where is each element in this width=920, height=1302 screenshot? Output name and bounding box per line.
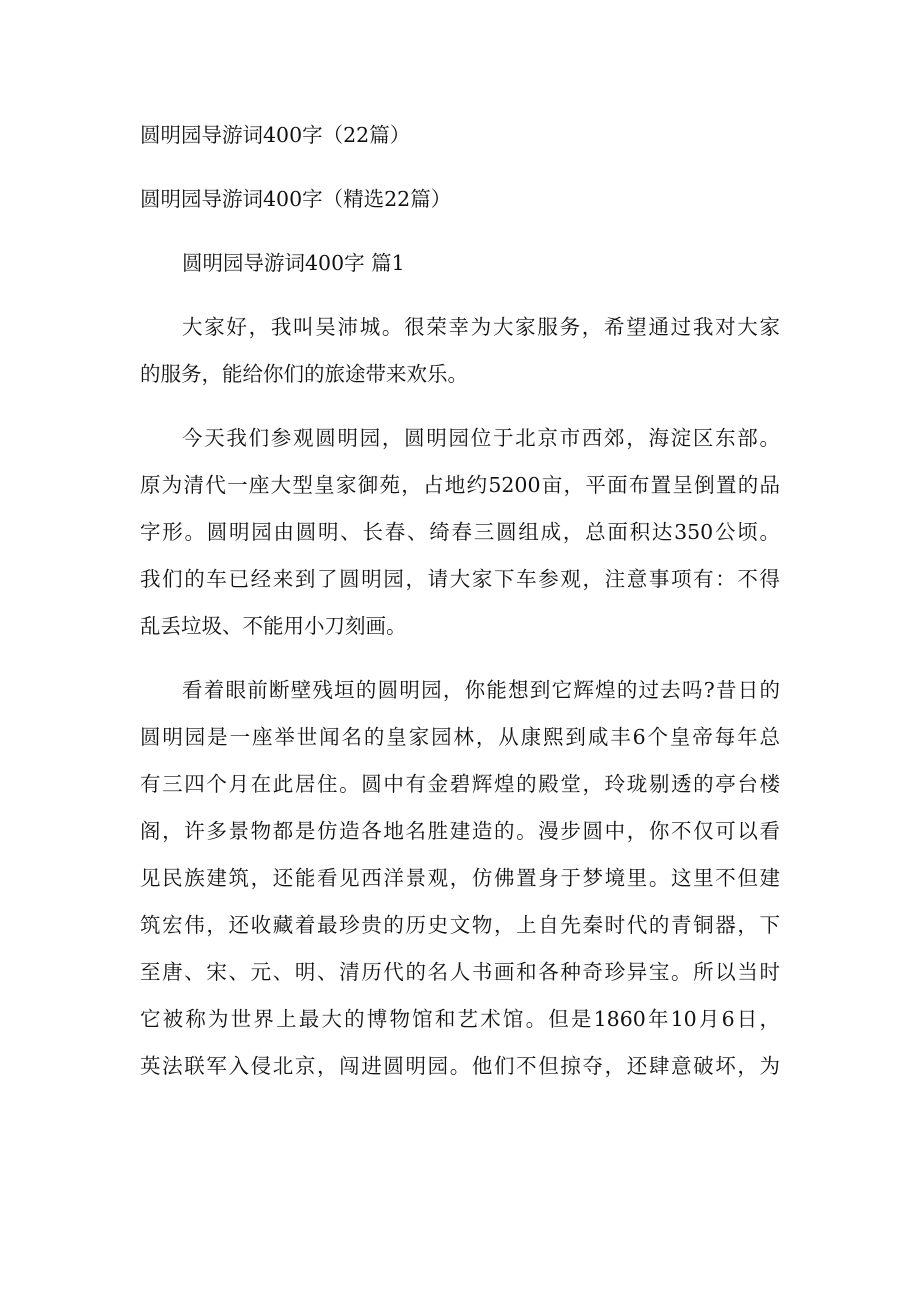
paragraph-line: 字形。圆明园由圆明、长春、绮春三圆组成，总面积达350公顷。 bbox=[140, 520, 780, 544]
paragraph-line: 它被称为世界上最大的博物馆和艺术馆。但是1860年10月6日， bbox=[140, 1007, 780, 1031]
paragraph-line: 原为清代一座大型皇家御苑，占地约5200亩，平面布置呈倒置的品 bbox=[140, 473, 780, 497]
subtitle-text: 圆明园导游词400字（精选22篇） bbox=[140, 187, 452, 211]
section-heading bbox=[140, 240, 780, 287]
paragraph-line: 至唐、宋、元、明、清历代的名人书画和各种奇珍异宝。所以当时 bbox=[140, 960, 780, 984]
paragraph-line: 圆明园是一座举世闻名的皇家园林，从康熙到咸丰6个皇帝每年总 bbox=[140, 725, 780, 749]
paragraph-2 bbox=[140, 415, 780, 650]
paragraph-line: 阁，许多景物都是仿造各地名胜建造的。漫步圆中，你不仅可以看 bbox=[140, 819, 780, 843]
paragraph-1 bbox=[140, 304, 780, 398]
title-text: 圆明园导游词400字（22篇） bbox=[140, 123, 411, 147]
paragraph-line: 大家好，我叫吴沛城。很荣幸为大家服务，希望通过我对大家 bbox=[182, 315, 780, 339]
paragraph-line: 筑宏伟，还收藏着最珍贵的历史文物，上自先秦时代的青铜器，下 bbox=[140, 913, 780, 937]
document-title bbox=[140, 112, 780, 159]
paragraph-3 bbox=[140, 667, 780, 1090]
paragraph-line: 英法联军入侵北京，闯进圆明园。他们不但掠夺，还肆意破坏，为 bbox=[140, 1054, 780, 1078]
paragraph-line: 我们的车已经来到了圆明园，请大家下车参观，注意事项有：不得 bbox=[140, 567, 780, 591]
paragraph-line: 见民族建筑，还能看见西洋景观，仿佛置身于梦境里。这里不但建 bbox=[140, 866, 780, 890]
paragraph-line: 看着眼前断壁残垣的圆明园，你能想到它辉煌的过去吗?昔日的 bbox=[182, 678, 780, 702]
paragraph-line: 今天我们参观圆明园，圆明园位于北京市西郊，海淀区东部。 bbox=[182, 426, 780, 450]
paragraph-line: 乱丢垃圾、不能用小刀刻画。 bbox=[140, 614, 407, 638]
paragraph-line: 有三四个月在此居住。圆中有金碧辉煌的殿堂，玲珑剔透的亭台楼 bbox=[140, 772, 780, 796]
document-page bbox=[140, 112, 780, 1107]
paragraph-line: 的服务，能给你们的旅途带来欢乐。 bbox=[140, 362, 468, 386]
document-subtitle bbox=[140, 176, 780, 223]
section-heading-text: 圆明园导游词400字 篇1 bbox=[182, 251, 405, 275]
